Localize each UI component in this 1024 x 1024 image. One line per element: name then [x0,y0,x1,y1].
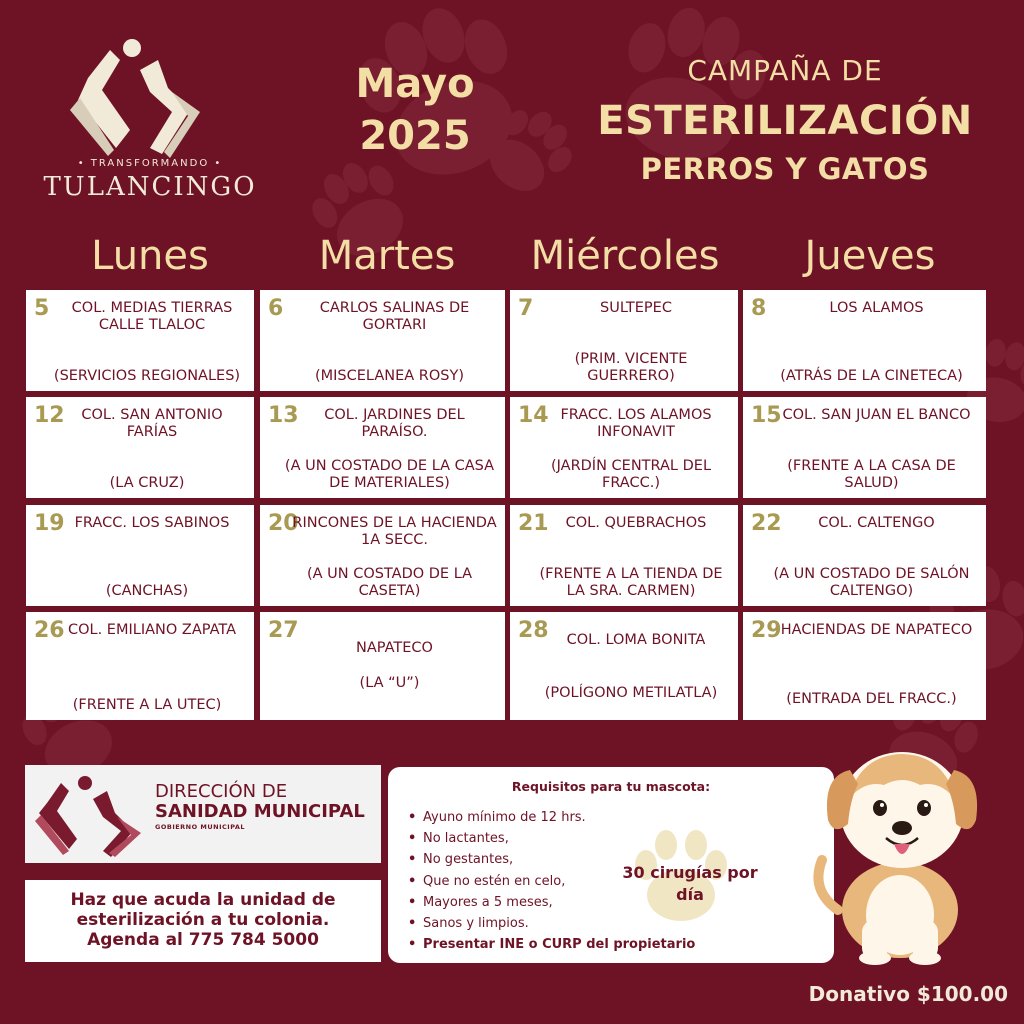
day-number: 14 [518,403,549,428]
agenda-phone: Agenda al 775 784 5000 [87,930,319,950]
agenda-line1: Haz que acuda la unidad de [70,890,336,910]
day-number: 21 [518,511,549,536]
location: HACIENDAS DE NAPATECO [780,622,973,638]
location: FRACC. LOS ALAMOS INFONAVIT [560,407,712,440]
location: COL. LOMA BONITA [566,632,706,648]
location: COL. QUEBRACHOS [565,515,707,531]
location: CARLOS SALINAS DE GORTARI [319,300,470,333]
location-note: (LA CRUZ) [109,475,185,491]
location: LOS ALAMOS [829,300,924,316]
day-number: 20 [268,511,299,536]
calendar-cell [26,290,254,391]
day-number: 27 [268,618,299,643]
month-label: Mayo [355,61,475,107]
location-note: (MISCELANEA ROSY) [314,368,464,384]
location-note: (A UN COSTADO DE LA CASA DE MATERIALES) [284,458,495,491]
calendar-cell [260,505,505,606]
requirement-item: • No gestantes, [408,849,695,870]
day-number: 13 [268,403,299,428]
surgeries-per-day [610,862,770,906]
donation-amount: Donativo $100.00 [808,982,1008,1006]
calendar-cell [510,612,738,720]
month-year-title [325,58,505,162]
surgeries-line1: 30 cirugías por [622,863,758,882]
surgeries-line2: día [676,885,704,904]
calendar-cell [743,397,986,498]
requirement-item: • Que no estén en celo, [408,871,695,892]
campaign-title-line2: ESTERILIZACIÓN [597,98,973,144]
location-note: (FRENTE A LA UTEC) [72,697,222,713]
location-note: (ATRÁS DE LA CINETECA) [780,368,963,384]
day-number: 7 [518,296,534,321]
calendar-cell [260,612,505,720]
location: COL. SAN ANTONIO FARÍAS [81,407,223,440]
calendar-cell [743,505,986,606]
calendar-cell [743,290,986,391]
day-number: 22 [751,511,782,536]
calendar-cell [26,397,254,498]
logo-tagline: • TRANSFORMANDO • [77,158,223,169]
day-number: 29 [751,618,782,643]
calendar-cell [260,397,505,498]
location: SULTEPEC [600,300,672,316]
location-note: (FRENTE A LA TIENDA DE LA SRA. CARMEN) [539,566,723,599]
location: COL. MEDIAS TIERRAS CALLE TLALOC [71,300,233,333]
day-number: 6 [268,296,284,321]
agenda-callout [25,880,381,962]
day-number: 15 [751,403,782,428]
location: COL. CALTENGO [818,515,935,531]
day-number: 8 [751,296,767,321]
sanidad-municipal-label: SANIDAD MUNICIPAL [155,801,365,822]
day-header-jueves: Jueves [804,233,936,279]
direccion-label: DIRECCIÓN DE [155,781,288,802]
campaign-title-line1: CAMPAÑA DE [687,54,883,87]
requirements-title: Requisitos para tu mascota: [511,779,711,794]
day-number: 19 [34,511,65,536]
location-note: (POLÍGONO METILATLA) [544,685,718,701]
location: NAPATECO [356,640,433,656]
requirement-item: • Ayuno mínimo de 12 hrs. [408,807,695,828]
location-note: (FRENTE A LA CASA DE SALUD) [787,458,956,491]
calendar-cell [510,505,738,606]
location: COL. EMILIANO ZAPATA [67,622,237,638]
day-header-miercoles: Miércoles [530,233,720,279]
calendar-cell [26,612,254,720]
location-note: (CANCHAS) [105,583,189,599]
calendar-cell [743,612,986,720]
requirement-item: • Mayores a 5 meses, [408,892,695,913]
location-note: (A UN COSTADO DE SALÓN CALTENGO) [773,566,970,599]
sanidad-logo [33,773,155,858]
requirements-panel [388,767,834,963]
requirement-item: • Sanos y limpios. [408,913,695,934]
requirement-item: • Presentar INE o CURP del propietario [408,934,695,955]
agenda-line2: esterilización a tu colonia. [76,910,330,930]
location: COL. JARDINES DEL PARAÍSO. [324,407,465,440]
location-note: (SERVICIOS REGIONALES) [53,368,241,384]
year-label: 2025 [359,113,471,159]
day-header-lunes: Lunes [91,233,209,279]
calendar-cell [510,290,738,391]
location-note: (ENTRADA DEL FRACC.) [786,691,957,707]
day-number: 12 [34,403,65,428]
location: RINCONES DE LA HACIENDA 1A SECC. [292,515,497,548]
logo-name: TULANCINGO [43,172,257,202]
calendar-cell [260,290,505,391]
location-note: (A UN COSTADO DE LA CASETA) [306,566,473,599]
gobierno-municipal-label: GOBIERNO MUNICIPAL [155,823,246,831]
day-number: 28 [518,618,549,643]
sanidad-municipal-banner [25,765,381,863]
location: FRACC. LOS SABINOS [74,515,230,531]
puppy-illustration [800,740,995,965]
location-note: (LA “U”) [359,675,420,691]
location-note: (PRIM. VICENTE GUERRERO) [574,351,688,384]
campaign-title-line3: PERROS Y GATOS [640,152,930,186]
day-number: 5 [34,296,50,321]
calendar-cell [26,505,254,606]
location-note: (JARDÍN CENTRAL DEL FRACC.) [550,458,712,491]
day-header-martes: Martes [318,233,456,279]
location: COL. SAN JUAN EL BANCO [782,407,971,423]
requirement-item: • No lactantes, [408,828,695,849]
calendar-cell [510,397,738,498]
day-number: 26 [34,618,65,643]
